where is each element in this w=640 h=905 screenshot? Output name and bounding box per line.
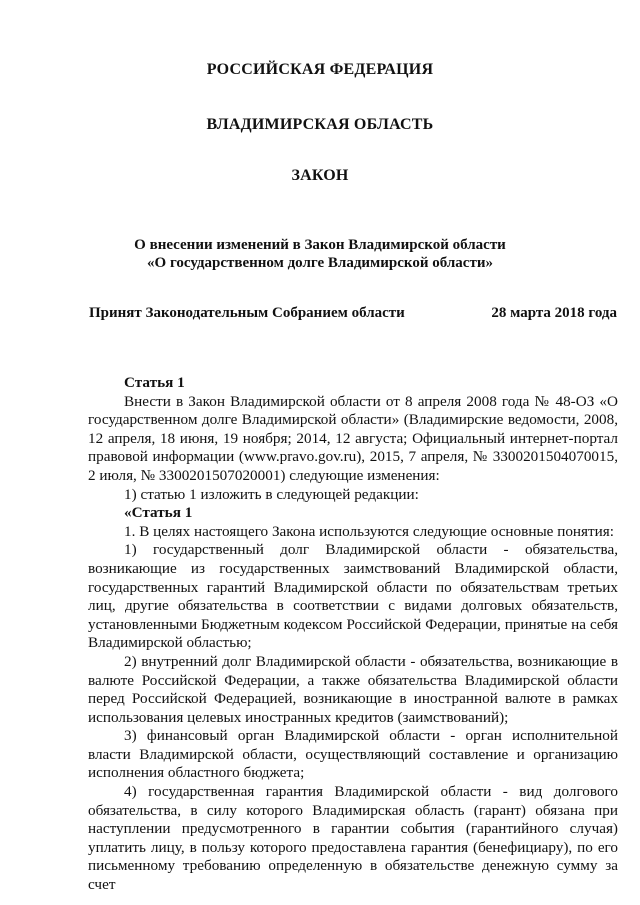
article-intro: Внести в Закон Владимирской области от 8 апреля 2008 года № 48-ОЗ «О государственном долге Владимирской области» (Владимирские ведомости, 2008, 12 апреля, 18 июня, 19 ноября; 2014, 12 августа; Официальный интернет-портал правовой информации (www.pravo.gov.ru), 2015, 7 апреля, № 3300201504070015, 2 июля, № 3300201507020001) следующие изменения: xyxy=(88,392,618,484)
adoption-date: 28 марта 2018 года xyxy=(491,305,617,321)
adopted-by: Принят Законодательным Собранием области xyxy=(89,305,405,321)
paragraph-1: 1. В целях настоящего Закона используются следующие основные понятия: xyxy=(124,522,614,540)
doc-type-heading: ЗАКОН xyxy=(291,167,349,184)
law-title-line2: «О государственном долге Владимирской области» xyxy=(147,255,493,271)
adoption-line xyxy=(89,305,617,322)
law-body xyxy=(88,374,618,895)
federation-heading: РОССИЙСКАЯ ФЕДЕРАЦИЯ xyxy=(206,61,434,78)
definition-1: 1) государственный долг Владимирской области - обязательства, возникающие из государственных заимствований Владимирской области, государственных гарантий Владимирской области по обязательствам третьих лиц, другие обязательства в соответствии с видами долговых обязательств, установленными Бюджетным кодексом Российской Федерации, принятые на себя Владимирской областью; xyxy=(88,541,618,652)
law-title-line1: О внесении изменений в Закон Владимирской области xyxy=(134,237,506,253)
region-heading: ВЛАДИМИРСКАЯ ОБЛАСТЬ xyxy=(206,116,434,133)
definition-3: 3) финансовый орган Владимирской области - орган исполнительной власти Владимирской области, осуществляющий составление и организацию исполнения областного бюджета; xyxy=(88,727,618,782)
article-heading: Статья 1 xyxy=(124,374,185,391)
definition-2: 2) внутренний долг Владимирской области - обязательства, возникающие в валюте Российской Федерации, а также обязательства Владимирской области перед Российской Федерацией, возникающие в иностранной валюте в рамках использования целевых иностранных кредитов (заимствований); xyxy=(88,652,618,726)
amendment-item-1: 1) статью 1 изложить в следующей редакции: xyxy=(124,485,419,503)
quoted-article-heading: «Статья 1 xyxy=(124,504,193,522)
definition-4: 4) государственная гарантия Владимирской области - вид долгового обязательства, в силу которого Владимирская область (гарант) обязана при наступлении предусмотренного в гарантии события (гарантийного случая) уплатить лицу, в пользу которого предоставлена гарантия (бенефициару), по его письменному требованию определенную в обязательстве денежную сумму за счет xyxy=(88,783,618,894)
